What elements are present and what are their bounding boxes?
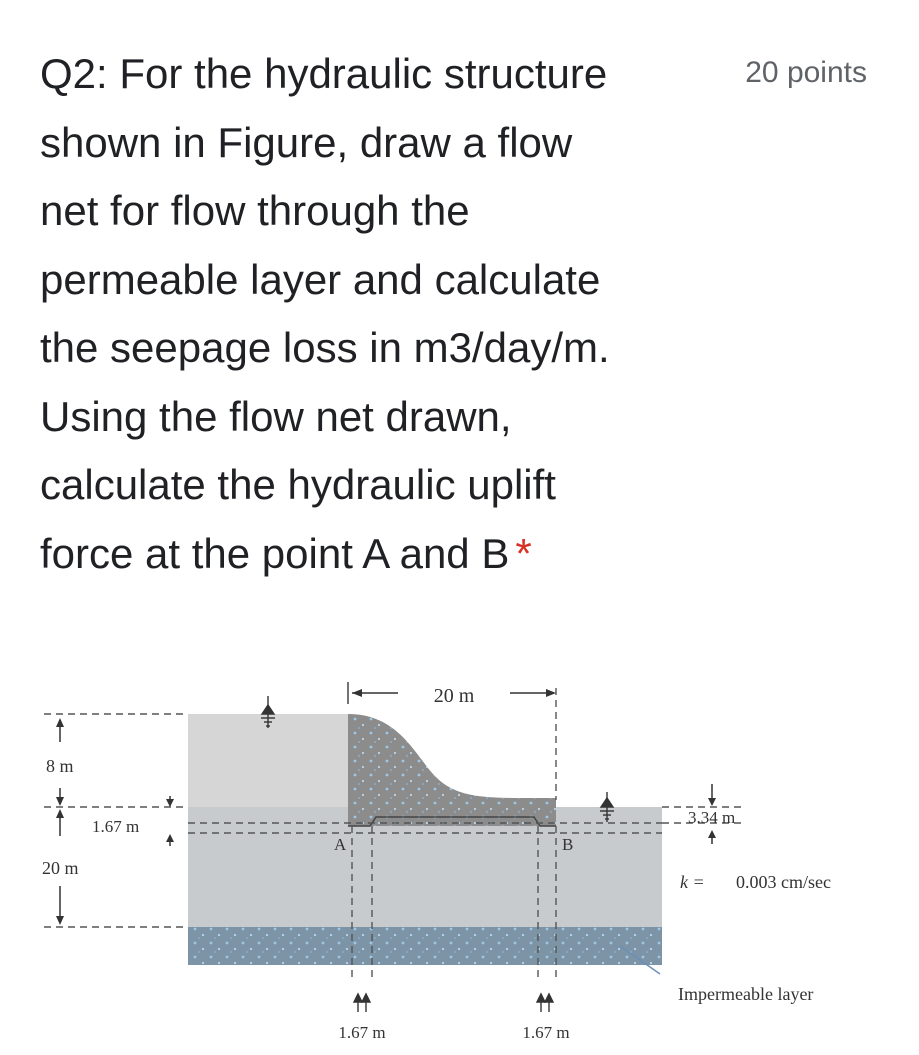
upstream-depth-label: 1.67 m bbox=[92, 817, 140, 836]
question-line: permeable layer and calculate bbox=[40, 255, 601, 303]
upstream-head-label: 8 m bbox=[46, 756, 74, 776]
pile-b-depth-label: 1.67 m bbox=[522, 1023, 570, 1042]
question-line: Q2: For the hydraulic structure bbox=[40, 50, 608, 97]
required-asterisk: * bbox=[515, 529, 532, 577]
question-line: calculate the hydraulic uplift bbox=[40, 461, 556, 508]
question-text bbox=[40, 40, 700, 588]
downstream-depth-label: 3.34 m bbox=[688, 808, 736, 827]
question-line: Using the flow net drawn, bbox=[40, 392, 512, 440]
layer-thickness-label: 20 m bbox=[42, 858, 79, 878]
impermeable-layer-label: Impermeable layer bbox=[678, 984, 814, 1004]
question-line: the seepage loss in m3/day/m. bbox=[40, 324, 610, 371]
question-line: force at the point A and B bbox=[40, 529, 510, 577]
k-label: k = bbox=[680, 872, 705, 892]
k-value: 0.003 cm/sec bbox=[736, 872, 831, 892]
point-a-label: A bbox=[334, 835, 347, 854]
width-label: 20 m bbox=[433, 685, 475, 707]
question-line: shown in Figure, draw a flow bbox=[40, 118, 573, 166]
question-line: net for flow through the bbox=[40, 187, 470, 234]
pile-a-depth-label: 1.67 m bbox=[338, 1023, 386, 1042]
point-b-label: B bbox=[562, 835, 574, 854]
points-label: 20 points bbox=[745, 56, 867, 89]
hydraulic-structure-figure bbox=[0, 660, 919, 1055]
